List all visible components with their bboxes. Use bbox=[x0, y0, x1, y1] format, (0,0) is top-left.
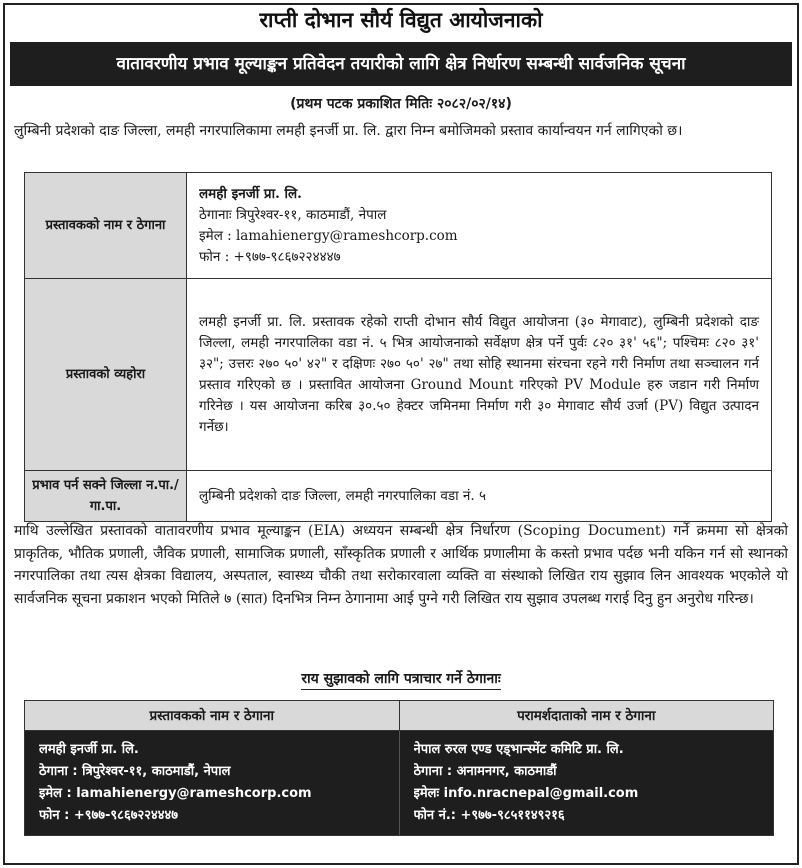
consultant-contact-name: नेपाल रुरल एण्ड एड्भान्स्मेंट कमिटि प्रा. लि. bbox=[413, 742, 624, 757]
proponent-contact-phone: फोन : +९७७-९८६७२२४४४७ bbox=[39, 808, 179, 823]
proponent-row bbox=[25, 173, 772, 279]
intro-paragraph: लुम्बिनी प्रदेशको दाङ जिल्ला, लमही नगरपालिकामा लमही इनर्जी प्रा. लि. द्वारा निम्न बमोजिमको प्रस्ताव कार्यान्वयन गर्न लागिएको छ। bbox=[14, 123, 683, 139]
proponent-phone: फोन : +९७७-९८६७२२४४४७ bbox=[199, 248, 341, 265]
proponent-address: ठेगानाः त्रिपुरेश्वर-११, काठमाडौं, नेपाल bbox=[199, 206, 387, 223]
notice-title: राप्ती दोभान सौर्य विद्युत आयोजनाको bbox=[259, 8, 543, 32]
proposal-label: प्रस्तावको व्यहोरा bbox=[25, 279, 187, 471]
proponent-label: प्रस्तावकको नाम र ठेगाना bbox=[25, 173, 187, 279]
affected-area-row bbox=[25, 471, 772, 522]
address-table bbox=[24, 700, 774, 836]
proposal-row bbox=[25, 279, 772, 471]
consultant-contact bbox=[400, 731, 774, 835]
proponent-name: लमही इनर्जी प्रा. लि. bbox=[199, 185, 302, 202]
proponent-contact bbox=[25, 731, 400, 835]
proponent-address-header: प्रस्तावकको नाम र ठेगाना bbox=[25, 701, 400, 730]
proposal-text: लमही इनर्जी प्रा. लि. प्रस्तावक रहेको राप्ती दोभान सौर्य विद्युत आयोजना (३० मेगावाट), लुम्बिनी प्रदेशको दाङ जिल्ला, लमही नगरपालिका वडा नं. ५ भित्र आयोजनाको सर्वेक्षण क्षेत्र पर्ने पुर्वः ८२० ३१' ५६"; पश्चिमः ८२० ३१' ३२"; उत्तरः २७० ५०' ४२" र दक्षिणः २७० ५०' २७" तथा सोहि स्थानमा संरचना रहने गरी निर्माण तथा सञ्चालन गर्न प्रस्ताव गरिएको छ । प्रस्तावित आयोजना Ground Mount गरिएको PV Module हरु जडान गरी निर्माण गरिनेछ । यस आयोजना करिब ३०.५० हेक्टर जमिनमा निर्माण गरी ३० मेगावाट सौर्य उर्जा (PV) विद्युत उत्पादन गर्नेछ। bbox=[187, 279, 772, 471]
address-heading-text: राय सुझावको लागि पत्राचार गर्ने ठेगानाः bbox=[301, 671, 500, 690]
consultant-contact-address: ठेगाना : अनामनगर, काठमाडौं bbox=[413, 764, 557, 779]
affected-area-value: लुम्बिनी प्रदेशको दाङ जिल्ला, लमही नगरपालिका वडा नं. ५ bbox=[187, 471, 772, 522]
proponent-contact-email: इमेल : lamahienergy@rameshcorp.com bbox=[39, 786, 312, 801]
address-table-header bbox=[25, 701, 773, 731]
proponent-contact-name: लमही इनर्जी प्रा. लि. bbox=[39, 742, 139, 757]
notice-body: माथि उल्लेखित प्रस्तावको वातावरणीय प्रभाव मूल्याङ्कन (EIA) अध्ययन सम्बन्धी क्षेत्र निर्धारण (Scoping Document) गर्ने क्रममा सो क्षेत्रको प्राकृतिक, भौतिक प्रणाली, जैविक प्रणाली, सामाजिक प्रणाली, साँस्कृतिक प्रणाली र आर्थिक प्रणालीमा के कस्तो प्रभाव पर्दछ भनी यकिन गर्न सो स्थानको नगरपालिका तथा त्यस क्षेत्रका विद्यालय, अस्पताल, स्वास्थ्य चौकी तथा सरोकारवाला व्यक्ति वा संस्थाको लिखित राय सुझाव लिन आवश्यक भएकोले यो सार्वजनिक सूचना प्रकाशन भएको मितिले ७ (सात) दिनभित्र निम्न ठेगानामा आई पुग्ने गरी लिखित राय सुझाव उपलब्ध गराई दिनु हुन अनुरोध गरिन्छ। bbox=[14, 523, 788, 607]
consultant-contact-phone: फोन नं.: +९७७-९८५११४९२१६ bbox=[413, 808, 565, 823]
address-heading bbox=[0, 668, 802, 688]
address-table-body bbox=[25, 731, 773, 835]
proponent-email: इमेल : lamahienergy@rameshcorp.com bbox=[199, 227, 458, 244]
proponent-details bbox=[187, 173, 772, 279]
consultant-address-header: परामर्शदाताको नाम र ठेगाना bbox=[517, 708, 656, 724]
published-date: (प्रथम पटक प्रकाशित मितिः २०८२/०२/१४) bbox=[290, 96, 512, 112]
consultant-contact-email: इमेलः info.nracnepal@gmail.com bbox=[413, 786, 639, 801]
affected-area-label: प्रभाव पर्न सक्ने जिल्ला न.पा./गा.पा. bbox=[25, 471, 187, 522]
project-info-table bbox=[24, 172, 772, 522]
notice-banner: वातावरणीय प्रभाव मूल्याङ्कन प्रतिवेदन तयारीको लागि क्षेत्र निर्धारण सम्बन्धी सार्वजनिक सूचना bbox=[10, 42, 792, 86]
proponent-contact-address: ठेगाना : त्रिपुरेश्वर-११, काठमाडौं, नेपाल bbox=[39, 764, 231, 779]
